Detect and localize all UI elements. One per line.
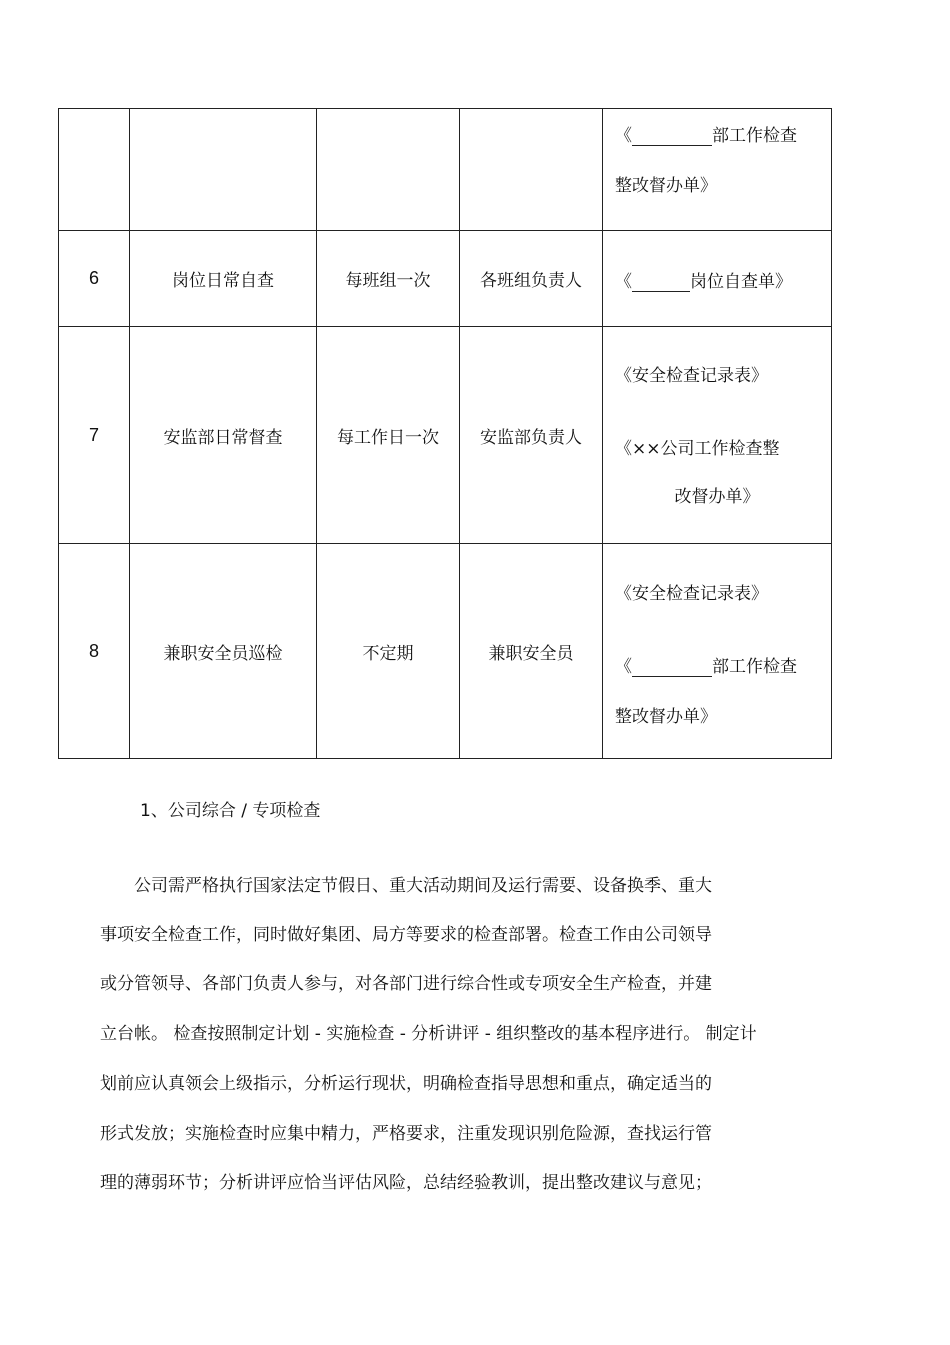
form-line: 《 岗位自查单》 xyxy=(615,272,792,292)
paragraph-line: 划前应认真领会上级指示，分析运行现状，明确检查指导思想和重点，确定适当的 xyxy=(100,1074,712,1094)
form-line: 整改督办单》 xyxy=(615,707,717,727)
paragraph-line: 形式发放；实施检查时应集中精力，严格要求，注重发现识别危险源，查找运行管 xyxy=(100,1124,712,1144)
cell-frequency: 每工作日一次 xyxy=(317,327,460,544)
cell-frequency: 不定期 xyxy=(317,544,460,759)
cell-item: 兼职安全员巡检 xyxy=(130,544,317,759)
cell-no xyxy=(59,109,130,231)
cell-frequency: 每班组一次 xyxy=(317,231,460,327)
paragraph-line: 事项安全检查工作，同时做好集团、局方等要求的检查部署。检查工作由公司领导 xyxy=(100,925,712,945)
cell-item: 安监部日常督查 xyxy=(130,327,317,544)
cell-responsible: 各班组负责人 xyxy=(460,231,603,327)
fill-blank xyxy=(632,658,712,677)
paragraph-line: 立台帐。 检查按照制定计划 - 实施检查 - 分析讲评 - 组织整改的基本程序进行。 制定计 xyxy=(100,1024,757,1044)
cell-responsible: 安监部负责人 xyxy=(460,327,603,544)
form-line: 整改督办单》 xyxy=(615,176,717,196)
paragraph-line: 公司需严格执行国家法定节假日、重大活动期间及运行需要、设备换季、重大 xyxy=(100,876,712,896)
cell-no: 8 xyxy=(59,544,130,759)
cell-no: 6 xyxy=(59,231,130,327)
table-row xyxy=(59,231,832,327)
paragraph-line: 或分管领导、各部门负责人参与，对各部门进行综合性或专项安全生产检查，并建 xyxy=(100,974,712,994)
inspection-table xyxy=(58,108,832,759)
form-line: 《 部工作检查 xyxy=(615,126,797,146)
form-line: 《 部工作检查 xyxy=(615,657,797,677)
fill-blank xyxy=(632,273,690,292)
table-row xyxy=(59,544,832,759)
paragraph-line: 理的薄弱环节；分析讲评应恰当评估风险，总结经验教训，提出整改建议与意见； xyxy=(100,1173,712,1193)
form-line: 《××公司工作检查整 xyxy=(615,439,780,459)
cell-item xyxy=(130,109,317,231)
fill-blank xyxy=(632,127,712,146)
cell-form xyxy=(603,544,832,759)
cell-form xyxy=(603,327,832,544)
table-row xyxy=(59,109,832,231)
table-row xyxy=(59,327,832,544)
form-line: 《安全检查记录表》 xyxy=(615,366,768,386)
cell-frequency xyxy=(317,109,460,231)
cell-responsible xyxy=(460,109,603,231)
form-line: 改督办单》 xyxy=(674,487,760,507)
form-line: 《安全检查记录表》 xyxy=(615,584,768,604)
cell-form xyxy=(603,109,832,231)
cell-item: 岗位日常自查 xyxy=(130,231,317,327)
section-heading: 1、公司综合 / 专项检查 xyxy=(140,801,321,821)
cell-form xyxy=(603,231,832,327)
cell-responsible: 兼职安全员 xyxy=(460,544,603,759)
cell-no: 7 xyxy=(59,327,130,544)
